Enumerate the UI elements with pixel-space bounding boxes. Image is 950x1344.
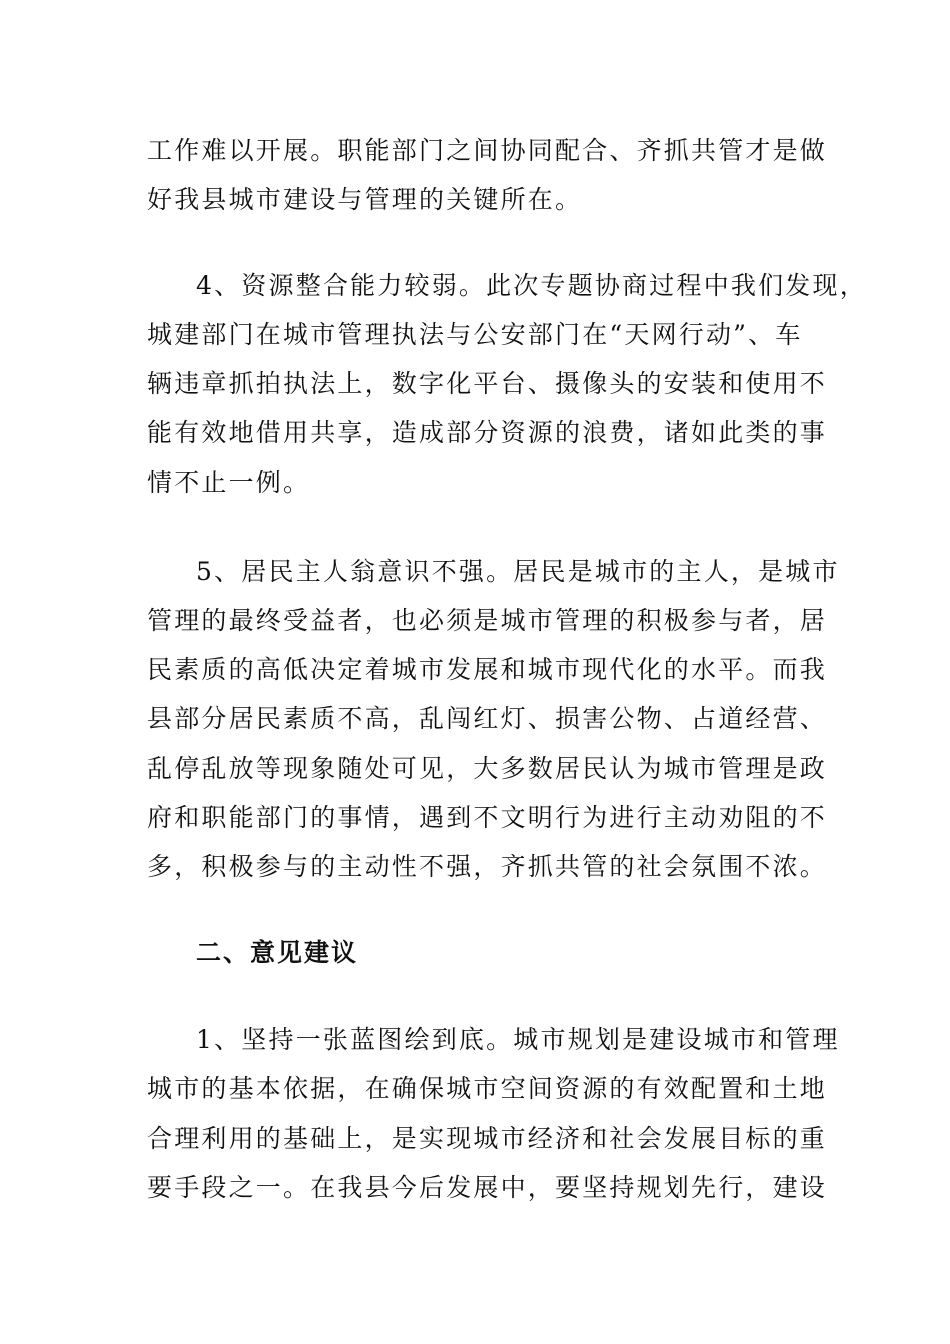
paragraph-line: 好我县城市建设与管理的关键所在。	[147, 185, 583, 214]
paragraph-line: 多，积极参与的主动性不强，齐抓共管的社会氛围不浓。	[147, 852, 828, 881]
paragraph-line: 要手段之一。在我县今后发展中，要坚持规划先行，建设	[147, 1173, 828, 1202]
paragraph-line: 5、居民主人翁意识不强。居民是城市的主人，是城市	[196, 557, 840, 586]
paragraph-line: 管理的最终受益者，也必须是城市管理的积极参与者，居	[147, 606, 828, 635]
section-heading: 二、意见建议	[196, 938, 359, 967]
paragraph-line: 能有效地借用共享，造成部分资源的浪费，诸如此类的事	[147, 418, 828, 447]
paragraph-line: 乱停乱放等现象随处可见，大多数居民认为城市管理是政	[147, 754, 828, 783]
paragraph-line: 情不止一例。	[147, 468, 311, 497]
paragraph-line: 辆违章抓拍执法上，数字化平台、摄像头的安装和使用不	[147, 369, 828, 398]
paragraph-line: 4、资源整合能力较弱。此次专题协商过程中我们发现，	[196, 271, 867, 300]
paragraph-line: 1、坚持一张蓝图绘到底。城市规划是建设城市和管理	[196, 1025, 840, 1054]
paragraph-line: 城建部门在城市管理执法与公安部门在“天网行动”、车	[147, 320, 803, 349]
paragraph-line: 府和职能部门的事情，遇到不文明行为进行主动劝阻的不	[147, 803, 828, 832]
paragraph-line: 城市的基本依据，在确保城市空间资源的有效配置和土地	[147, 1074, 828, 1103]
paragraph-line: 县部分居民素质不高，乱闯红灯、损害公物、占道经营、	[147, 704, 828, 733]
paragraph-line: 民素质的高低决定着城市发展和城市现代化的水平。而我	[147, 655, 828, 684]
paragraph-line: 合理利用的基础上，是实现城市经济和社会发展目标的重	[147, 1124, 828, 1153]
paragraph-line: 工作难以开展。职能部门之间协同配合、齐抓共管才是做	[147, 136, 828, 165]
